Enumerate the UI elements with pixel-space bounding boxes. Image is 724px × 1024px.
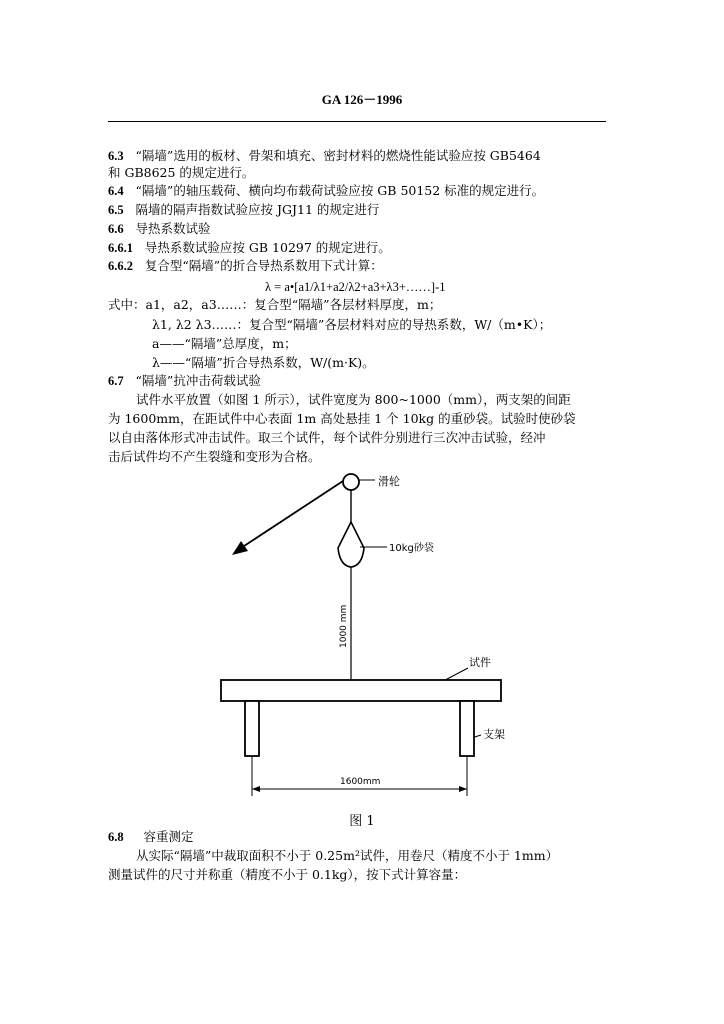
sandbag-icon [338,522,364,567]
section-text: 导热系数试验应按 GB 10297 的规定进行。 [144,240,391,255]
specimen-label: 试件 [469,656,491,669]
section-6-8 [108,829,194,845]
formula: λ = a•[a1/λ1+a2/λ2+a3+λ3+……]-1 [265,280,446,294]
paragraph-line: 试件水平放置（如图 1 所示），试件宽度为 800~1000（mm），两支架的间距 [136,392,571,407]
dim-arrow-left-icon [252,786,260,792]
section-number: 6.7 [108,374,124,388]
section-number: 6.8 [108,830,124,844]
section-number: 6.6 [108,222,124,236]
section-text: “隔墙”抗冲击荷载试验 [135,373,261,388]
pulley-icon [343,474,359,490]
section-number: 6.6.1 [108,241,133,255]
paragraph-line: 从实际“隔墙”中裁取面积不小于 0.25m²试件，用卷尺（精度不小于 1mm） [136,848,559,863]
section-number: 6.4 [108,184,124,198]
section-number: 6.5 [108,203,124,217]
section-text: “隔墙”的轴压载荷、横向均布载荷试验应按 GB 50152 标准的规定进行。 [135,183,545,198]
paragraph-line: 以自由落体形式冲击试件。取三个试件，每个试件分别进行三次冲击试验，经冲 [108,430,546,445]
rope-line [238,481,343,550]
section-number: 6.6.2 [108,259,133,273]
section-text: 容重测定 [143,829,194,844]
section-text: 隔墙的隔声指数试验应按 JGJ11 的规定进行 [135,202,380,217]
section-number: 6.3 [108,149,124,163]
where-line-3: a——“隔墙”总厚度，m； [152,336,297,351]
support-label: 支架 [483,728,505,741]
document-header: GA 126－1996 [321,92,403,107]
paragraph-line: 击后试件均不产生裂缝和变形为合格。 [108,449,321,464]
where-line-2: λ1, λ2 λ3……：复合型“隔墙”各层材料对应的导热系数，W/（m•K）； [152,317,552,332]
section-6-3-cont: 和 GB8625 的规定进行。 [108,165,255,180]
support-right [460,701,474,756]
specimen-board [221,680,501,701]
where-line-1: 式中：a1，a2，a3……：复合型“隔墙”各层材料厚度，m； [108,297,442,312]
section-text: 导热系数试验 [135,221,211,236]
where-line-4: λ——“隔墙”折合导热系数，W/(m·K)。 [152,355,375,370]
figure-caption: 图 1 [349,814,375,829]
dim-arrow-right-icon [459,786,467,792]
arrow-head-icon [232,541,248,555]
pulley-label: 滑轮 [378,475,400,488]
paragraph-line: 为 1600mm，在距试件中心表面 1m 高处悬挂 1 个 10kg 的重砂袋。试验时使砂袋 [108,411,576,426]
section-text: “隔墙”选用的板材、骨架和填充、密封材料的燃烧性能试验应按 GB5464 [135,148,541,163]
sandbag-label: 10kg砂袋 [389,543,434,554]
height-label: 1000 mm [339,604,349,648]
paragraph-line: 测量试件的尺寸并称重（精度不小于 0.1kg），按下式计算容量： [108,867,467,882]
support-left [245,701,259,756]
span-label: 1600mm [340,777,381,787]
section-text: 复合型“隔墙”的折合导热系数用下式计算： [144,258,383,273]
